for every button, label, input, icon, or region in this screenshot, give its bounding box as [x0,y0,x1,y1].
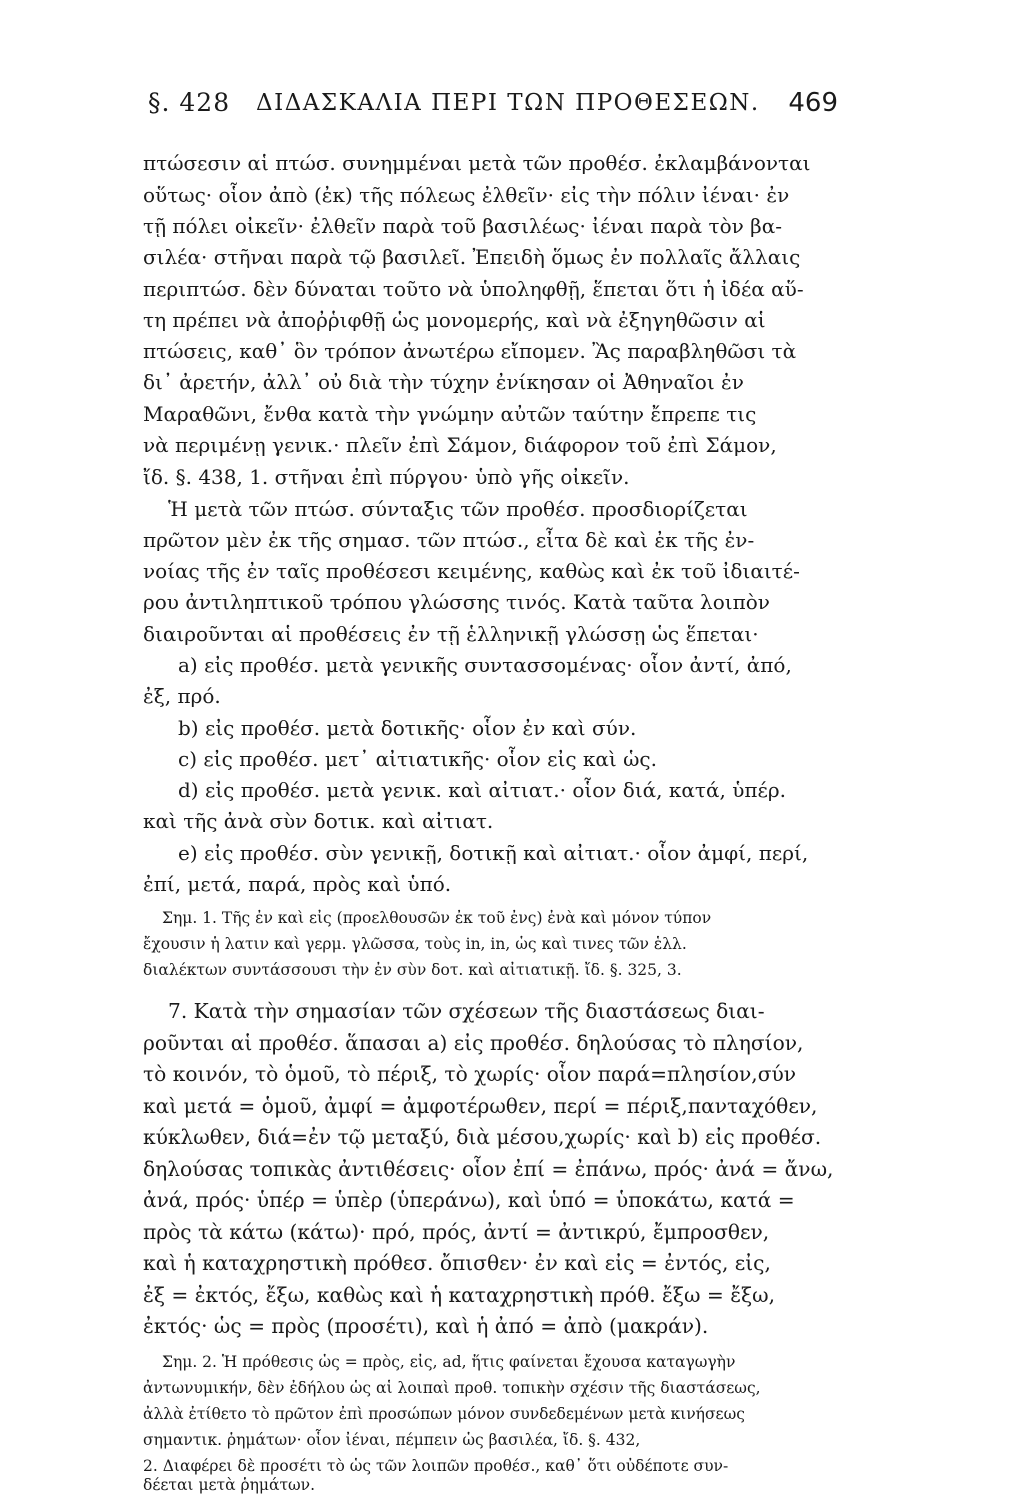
text-line: ἐπί, μετά, παρά, πρὸς καὶ ὑπό. [143,872,452,896]
text-line: νὰ περιμένῃ γενικ.· πλεῖν ἐπὶ Σάμον, διάφορον τοῦ ἐπὶ Σάμον, [143,433,777,457]
text-line: τη πρέπει νὰ ἀποῤῥιφθῇ ὡς μονομερής, καὶ νὰ ἐξηγηθῶσιν αἱ [143,308,766,332]
page-number: 469 [788,88,838,118]
paragraph-start-line: Ἡ μετὰ τῶν πτώσ. σύνταξις τῶν προθέσ. προσδιορίζεται [168,497,748,521]
section-number: §. 428 [148,88,231,117]
text-line: κύκλωθεν, διά=ἐν τῷ μεταξύ, διὰ μέσου,χωρίς· καὶ b) εἰς προθέσ. [143,1125,822,1149]
paragraph-start-line: 7. Κατὰ τὴν σημασίαν τῶν σχέσεων τῆς διαστάσεως διαι- [168,999,765,1023]
text-line: ἐξ, πρό. [143,684,221,708]
text-line: πρὸς τὰ κάτω (κάτω)· πρό, πρός, ἀντί = ἀντικρύ, ἔμπροσθεν, [143,1220,770,1244]
text-line: οὕτως· οἷον ἀπὸ (ἐκ) τῆς πόλεως ἐλθεῖν· εἰς τὴν πόλιν ἰέναι· ἐν [143,183,790,207]
note-line: ἔχουσιν ἡ λατιν καὶ γερμ. γλῶσσα, τοὺς in, in, ὡς καὶ τινες τῶν ἑλλ. [143,935,687,953]
note-line: δέεται μετὰ ῥημάτων. [143,1476,316,1494]
text-line: περιπτώσ. δὲν δύναται τοῦτο νὰ ὑποληφθῇ, ἕπεται ὅτι ἡ ἰδέα αὕ- [143,277,804,301]
note-line: 2. Διαφέρει δὲ προσέτι τὸ ὡς τῶν λοιπῶν προθέσ., καθ᾽ ὅτι οὐδέποτε συν- [143,1457,729,1475]
list-item-d: d) εἰς προθέσ. μετὰ γενικ. καὶ αἰτιατ.· οἷον διά, κατά, ὑπέρ. [178,778,786,802]
note-line: Σημ. 1. Τῆς ἐν καὶ εἰς (προελθουσῶν ἐκ τοῦ ἐνς) ἐνὰ καὶ μόνον τύπον [162,909,712,927]
list-item-e: e) εἰς προθέσ. σὺν γενικῇ, δοτικῇ καὶ αἰτιατ.· οἷον ἀμφί, περί, [178,841,809,865]
note-line: Σημ. 2. Ἡ πρόθεσις ὡς = πρὸς, εἰς, ad, ἥτις φαίνεται ἔχουσα καταγωγὴν [162,1353,736,1371]
text-line: Μαραθῶνι, ἔνθα κατὰ τὴν γνώμην αὐτῶν ταύτην ἔπρεπε τις [143,402,757,426]
text-line: ἴδ. §. 438, 1. στῆναι ἐπὶ πύργου· ὑπὸ γῆς οἰκεῖν. [143,465,630,489]
text-line: πτώσεσιν αἱ πτώσ. συνημμέναι μετὰ τῶν προθέσ. ἐκλαμβάνονται [143,151,811,175]
note-line: ἀλλὰ ἐτίθετο τὸ πρῶτον ἐπὶ προσώπων μόνον συνδεδεμένων μετὰ κινήσεως [143,1405,745,1423]
text-line: πτώσεις, καθ᾽ ὃν τρόπον ἀνωτέρω εἴπομεν. Ἂς παραβληθῶσι τὰ [143,339,797,363]
text-line: ροῦνται αἱ προθέσ. ἅπασαι a) εἰς προθέσ. δηλούσας τὸ πλησίον, [143,1031,804,1055]
text-line: πρῶτον μὲν ἐκ τῆς σημασ. τῶν πτώσ., εἶτα δὲ καὶ ἐκ τῆς ἐν- [143,528,755,552]
text-line: τῇ πόλει οἰκεῖν· ἐλθεῖν παρὰ τοῦ βασιλέως· ἰέναι παρὰ τὸν βα- [143,214,782,238]
text-line: καὶ ἡ καταχρηστικὴ πρόθεσ. ὄπισθεν· ἐν καὶ εἰς = ἐντός, εἰς, [143,1251,771,1275]
text-line: ἐκτός· ὡς = πρὸς (προσέτι), καὶ ἡ ἀπό = ἀπὸ (μακράν). [143,1314,709,1338]
running-header [148,88,838,124]
note-line: διαλέκτων συντάσσουσι τὴν ἐν σὺν δοτ. καὶ αἰτιατικῇ. ἴδ. §. 325, 3. [143,961,682,979]
text-line: καὶ μετά = ὁμοῦ, ἀμφί = ἀμφοτέρωθεν, περί = πέριξ,πανταχόθεν, [143,1094,818,1118]
text-line: ἐξ = ἐκτός, ἔξω, καθὼς καὶ ἡ καταχρηστικὴ πρόθ. ἔξω = ἔξω, [143,1283,776,1307]
text-line: ρου ἀντιληπτικοῦ τρόπου γλώσσης τινός. Κατὰ ταῦτα λοιπὸν [143,590,770,614]
list-item-c: c) εἰς προθέσ. μετ᾽ αἰτιατικῆς· οἷον εἰς καὶ ὡς. [178,747,657,771]
text-line: ἀνά, πρός· ὑπέρ = ὑπὲρ (ὑπεράνω), καὶ ὑπό = ὑποκάτω, κατά = [143,1188,795,1212]
text-line: δηλούσας τοπικὰς ἀντιθέσεις· οἷον ἐπί = ἐπάνω, πρός· ἀνά = ἄνω, [143,1157,834,1181]
text-line: νοίας τῆς ἐν ταῖς προθέσεσι κειμένης, καθὼς καὶ ἐκ τοῦ ἰδιαιτέ- [143,559,800,583]
list-item-b: b) εἰς προθέσ. μετὰ δοτικῆς· οἷον ἐν καὶ σύν. [178,716,637,740]
text-line: καὶ τῆς ἀνὰ σὺν δοτικ. καὶ αἰτιατ. [143,809,494,833]
list-item-a: a) εἰς προθέσ. μετὰ γενικῆς συντασσομένας· οἷον ἀντί, ἀπό, [178,653,792,677]
note-line: σημαντικ. ῥημάτων· οἷον ἰέναι, πέμπειν ὡς βασιλέα, ἴδ. §. 432, [143,1431,641,1449]
text-line: διαιροῦνται αἱ προθέσεις ἐν τῇ ἑλληνικῇ γλώσσῃ ὡς ἕπεται· [143,622,759,646]
note-line: ἀντωνυμικήν, δὲν ἐδήλου ὡς αἱ λοιπαὶ προθ. τοπικὴν σχέσιν τῆς διαστάσεως, [143,1379,761,1397]
text-line: σιλέα· στῆναι παρὰ τῷ βασιλεῖ. Ἐπειδὴ ὅμως ἐν πολλαῖς ἄλλαις [143,245,801,269]
text-line: τὸ κοινόν, τὸ ὁμοῦ, τὸ πέριξ, τὸ χωρίς· οἷον παρά=πλησίον,σύν [143,1062,797,1086]
running-title: ΔΙΔΑΣΚΑΛΙΑ ΠΕΡΙ ΤΩΝ ΠΡΟΘΕΣΕΩΝ. [256,90,760,116]
text-line: δι᾽ ἀρετήν, ἀλλ᾽ οὐ διὰ τὴν τύχην ἐνίκησαν οἱ Ἀθηναῖοι ἐν [143,370,744,394]
